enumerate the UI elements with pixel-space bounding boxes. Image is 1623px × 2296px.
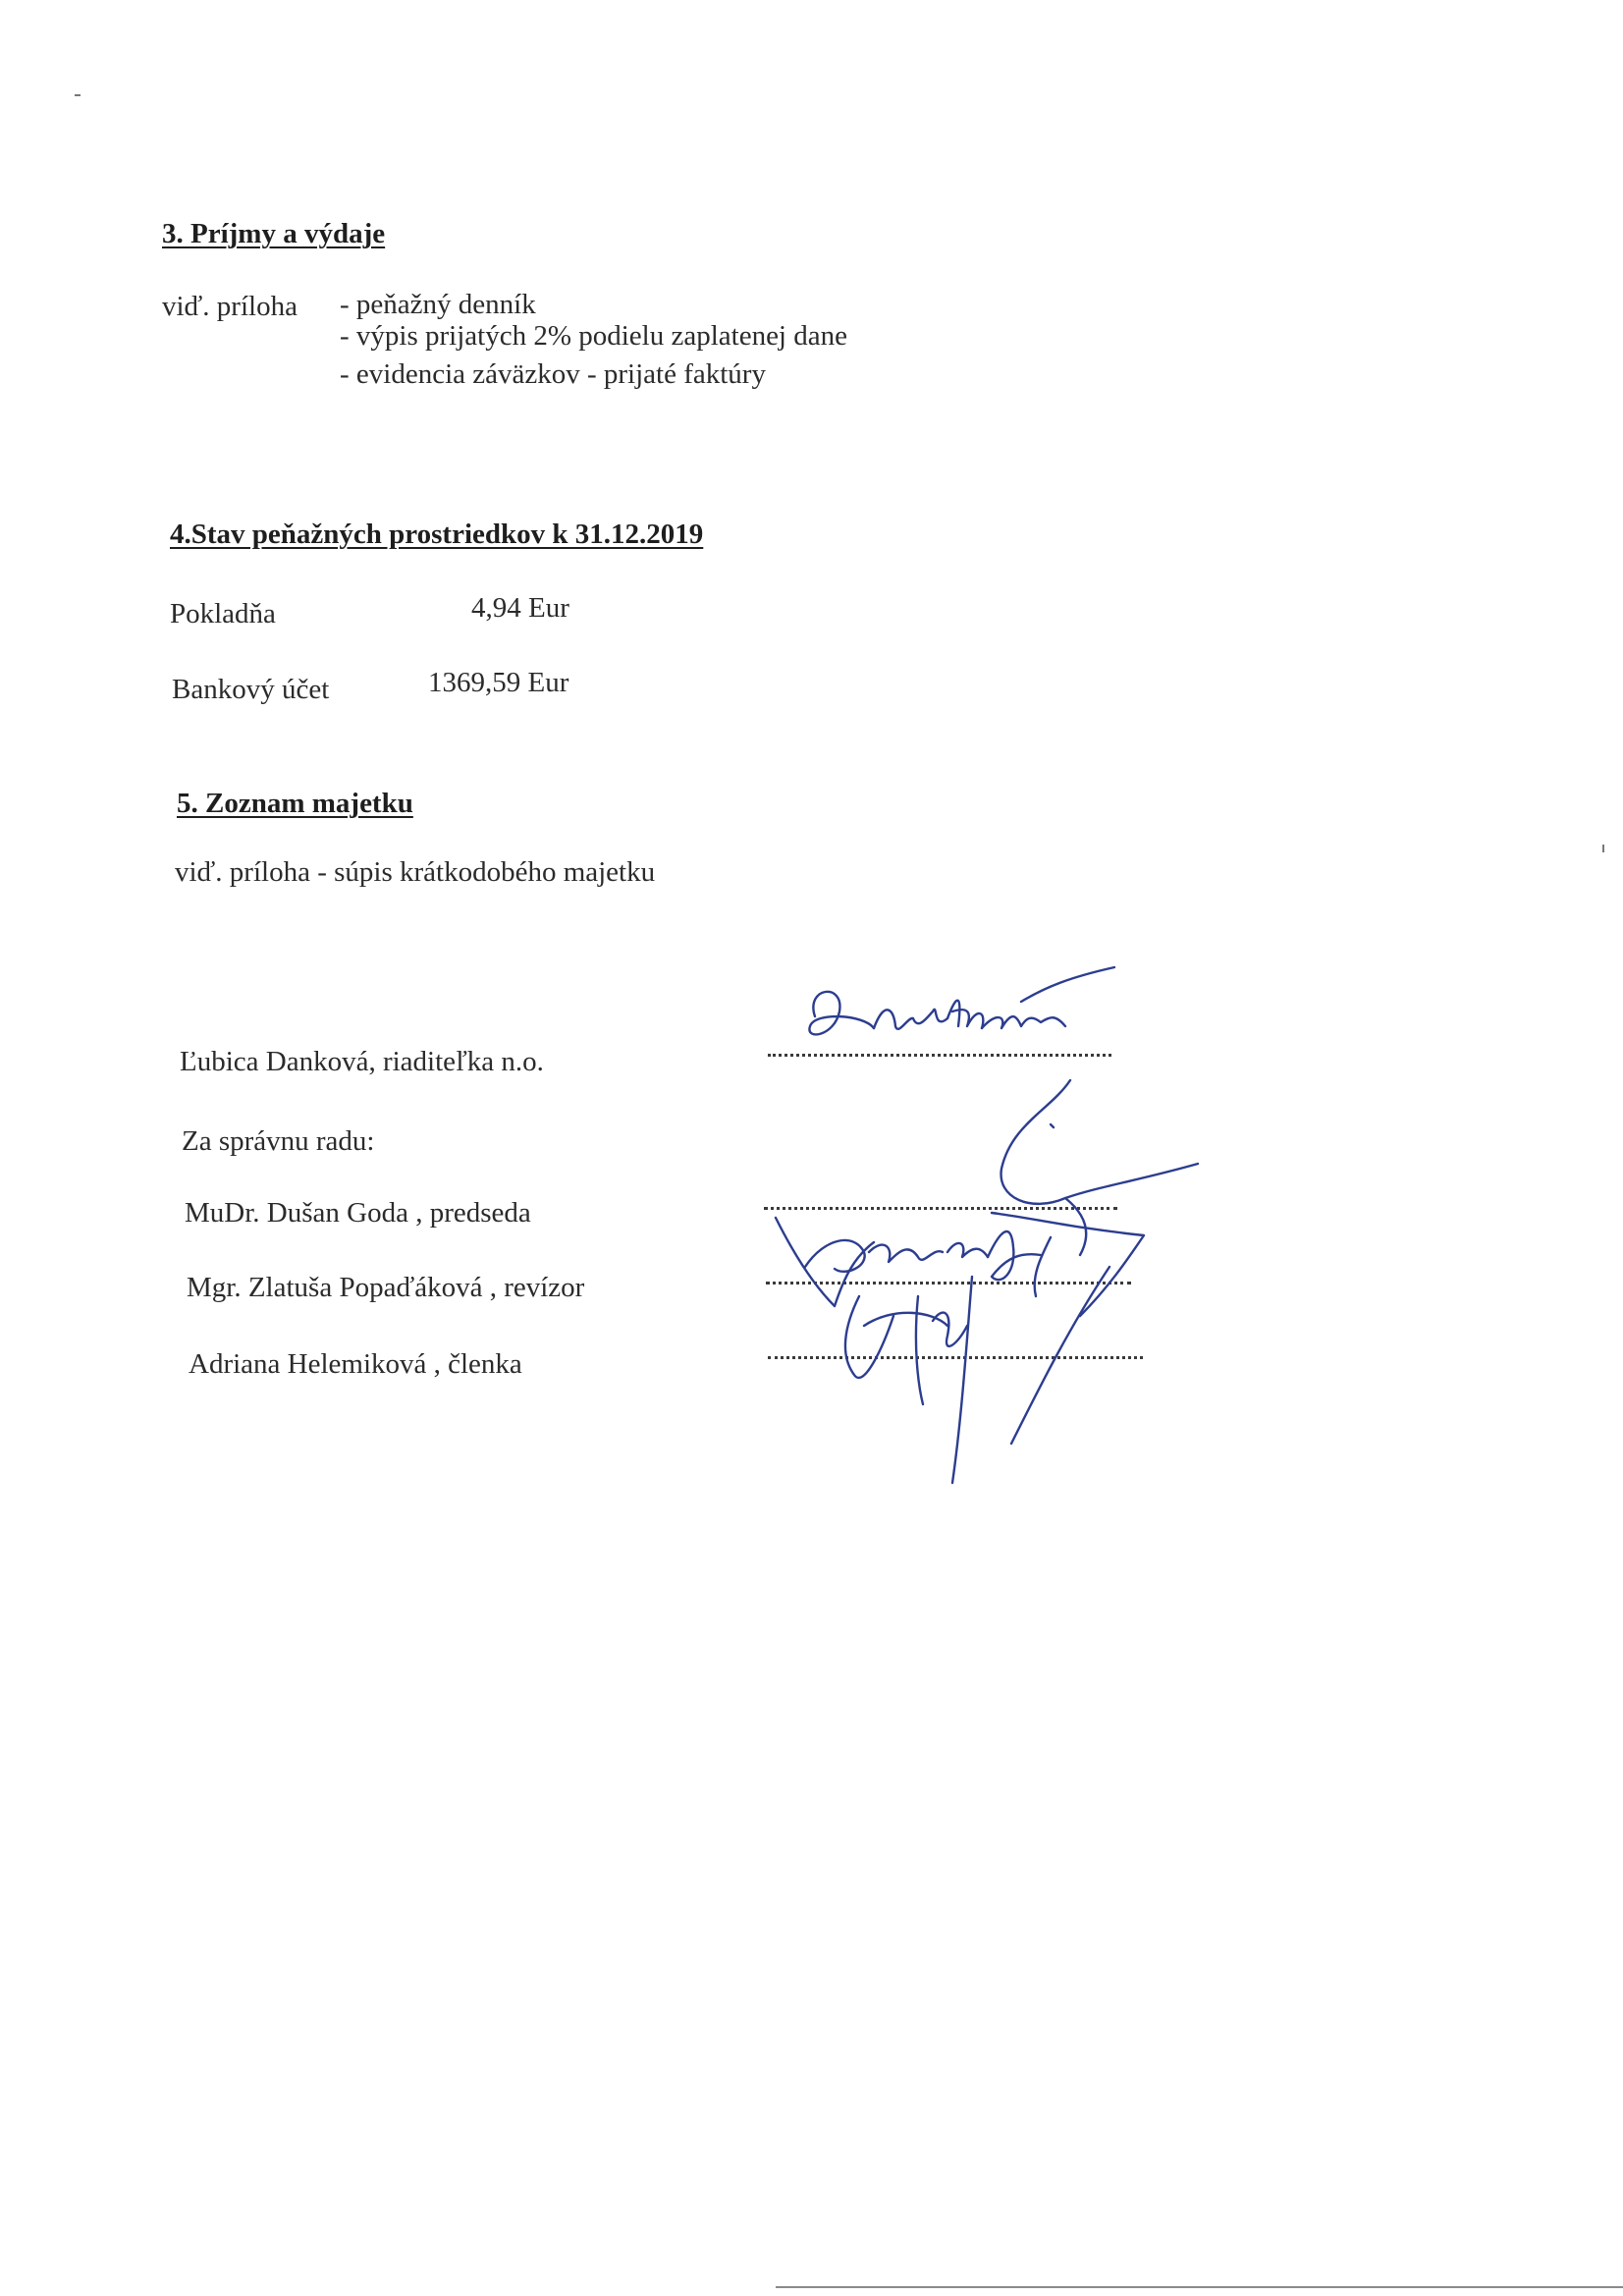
bank-value: 1369,59 Eur	[428, 667, 569, 698]
section3-prefix: viď. príloha	[162, 291, 298, 322]
bank-label: Bankový účet	[172, 674, 330, 705]
section5-text: viď. príloha - súpis krátkodobého majetku	[175, 856, 656, 888]
director-name: Ľubica Danková, riaditeľka n.o.	[180, 1046, 544, 1077]
cash-value: 4,94 Eur	[471, 592, 569, 624]
section3-heading: 3. Príjmy a výdaje	[162, 218, 386, 249]
section3-item: - výpis prijatých 2% podielu zaplatenej dane	[340, 320, 847, 352]
board-member: MuDr. Dušan Goda , predseda	[185, 1197, 531, 1229]
scan-speck	[75, 94, 81, 96]
board-label: Za správnu radu:	[182, 1125, 375, 1157]
scan-bottom-edge	[776, 2286, 1623, 2288]
board-member: Adriana Helemiková , členka	[189, 1348, 522, 1380]
section3-item: - evidencia záväzkov - prijaté faktúry	[340, 358, 766, 390]
cash-label: Pokladňa	[170, 598, 276, 629]
section4-heading: 4.Stav peňažných prostriedkov k 31.12.2019	[170, 519, 704, 550]
director-handwritten-signature	[785, 957, 1139, 1066]
section3-item: - peňažný denník	[340, 289, 536, 320]
scan-speck	[1602, 845, 1604, 852]
member-handwritten-signature	[825, 1267, 1119, 1493]
section5-heading: 5. Zoznam majetku	[177, 788, 413, 819]
board-member: Mgr. Zlatuša Popaďáková , revízor	[187, 1272, 585, 1303]
